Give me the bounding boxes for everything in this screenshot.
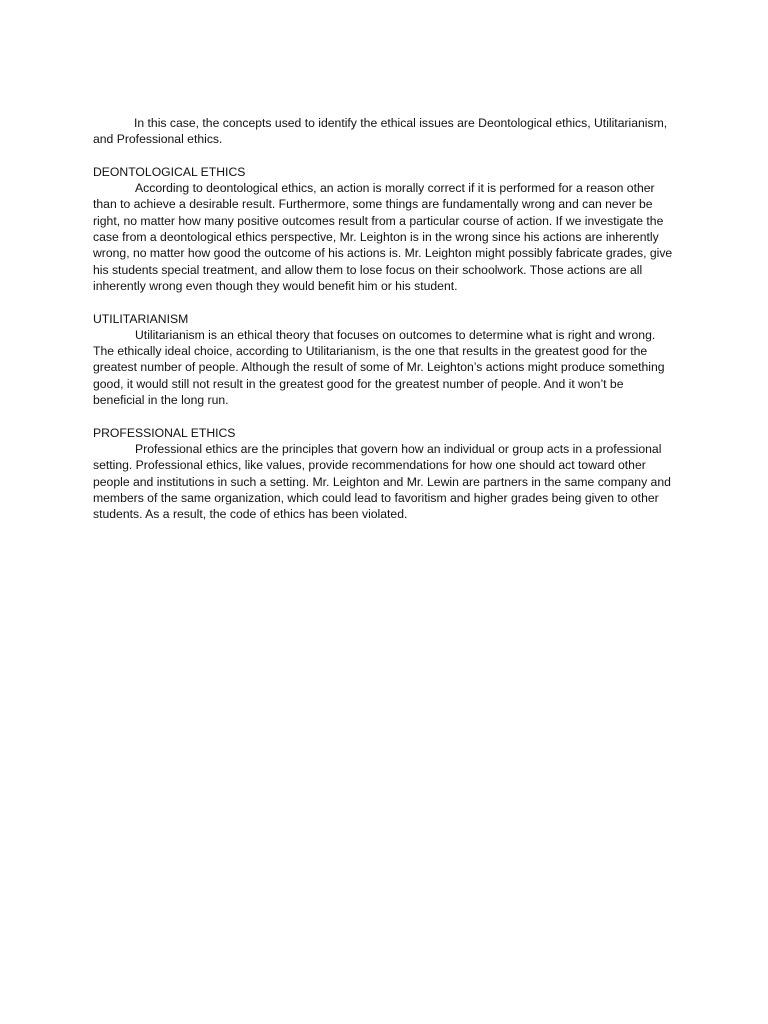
- section-paragraph: Professional ethics are the principles that govern how an individual or group acts in a professional setting. Professional ethics, like values, provide recommendations for how one should act toward other people and institutions in such a setting. Mr. Leighton and Mr. Lewin are partners in the same company and members of the same organization, which could lead to favoritism and higher grades being given to other students. As a result, the code of ethics has been violated.: [93, 441, 671, 522]
- section-paragraph: Utilitarianism is an ethical theory that focuses on outcomes to determine what is right and wrong. The ethically ideal choice, according to Utilitarianism, is the one that results in the greatest good for the greatest number of people. Although the result of some of Mr. Leighton’s actions might produce something good, it would still not result in the greatest good for the greatest number of people. And it won’t be beneficial in the long run.: [93, 327, 665, 408]
- intro-paragraph: In this case, the concepts used to identify the ethical issues are Deontological ethics, Utilitarianism, and Professional ethics.: [93, 116, 668, 147]
- section-utilitarianism: [93, 311, 676, 409]
- section-paragraph: According to deontological ethics, an action is morally correct if it is performed for a reason other than to achieve a desirable result. Furthermore, some things are fundamentally wrong and can never be right, no matter how many positive outcomes result from a particular course of action. If we investigate the case from a deontological ethics perspective, Mr. Leighton is in the wrong since his actions are inherently wrong, no matter how good the outcome of his actions is. Mr. Leighton might possibly fabricate grades, give his students special treatment, and allow them to lose focus on their schoolwork. Those actions are all inherently wrong even though they would benefit him or his student.: [93, 181, 673, 293]
- document-body: [93, 115, 676, 522]
- section-heading: PROFESSIONAL ETHICS: [93, 425, 236, 440]
- section-heading: DEONTOLOGICAL ETHICS: [93, 164, 246, 179]
- section-deontological-ethics: [93, 164, 676, 294]
- section-professional-ethics: [93, 425, 676, 523]
- section-heading: UTILITARIANISM: [93, 311, 189, 326]
